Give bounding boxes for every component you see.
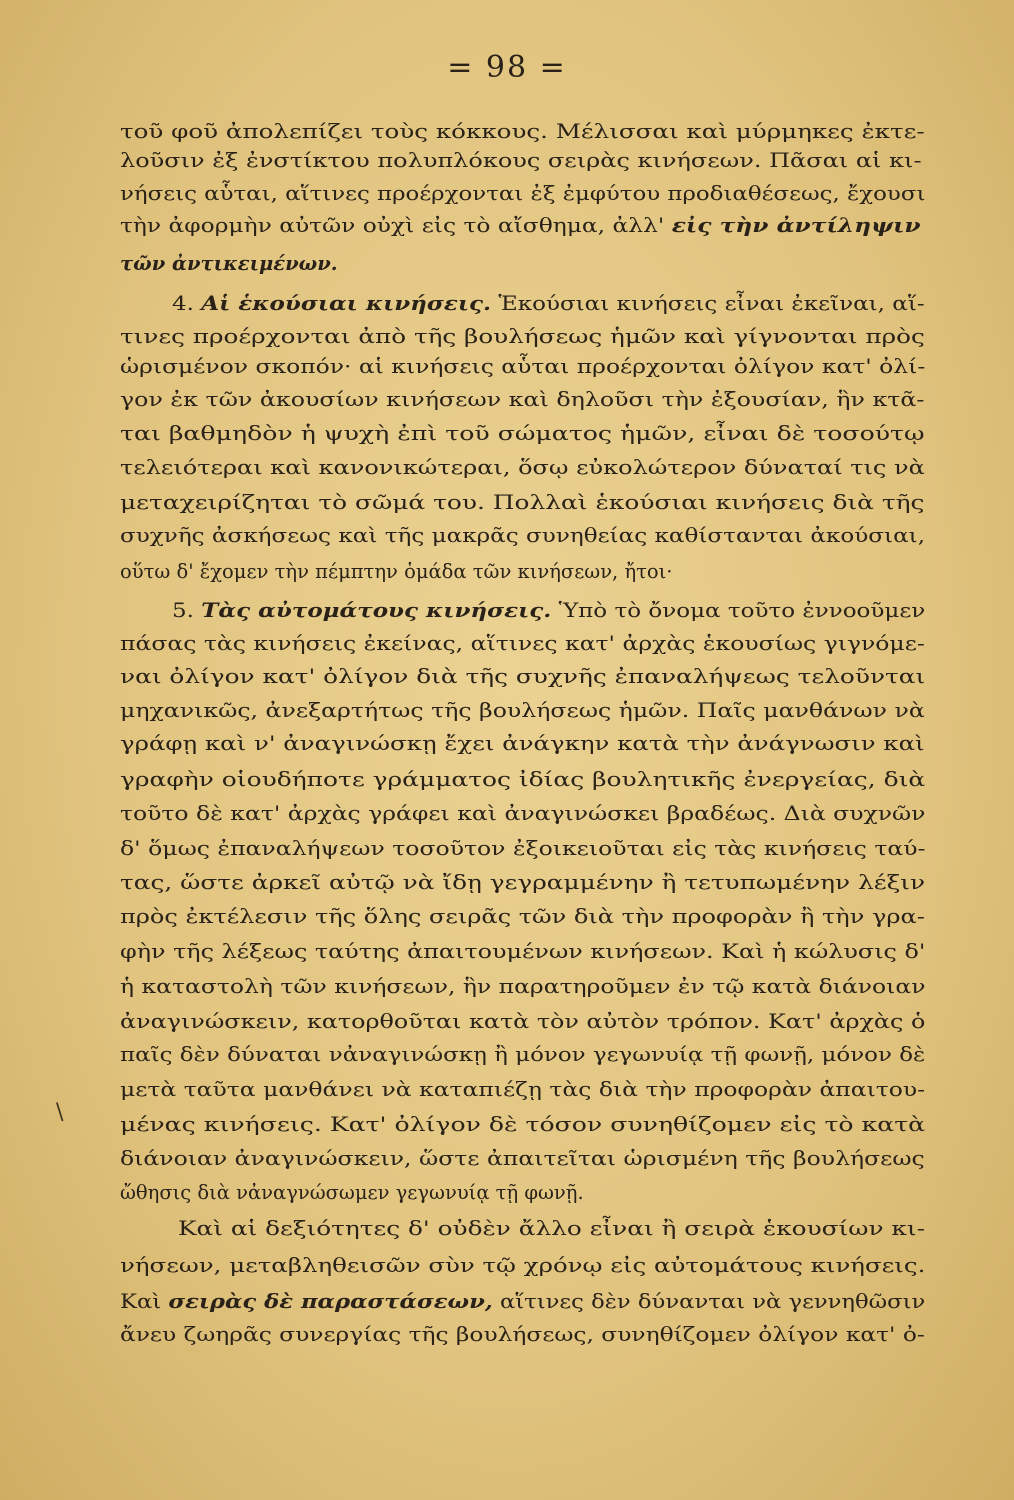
emphasis-text: εἰς τὴν ἀντίληψιν [671,214,921,237]
text-run: τας, ὥστε ἀρκεῖ αὐτῷ νὰ ἴδῃ γεγραμμένην ἢ τετυπωμένην λέξιν [120,871,926,894]
text-run: μηχανικῶς, ἀνεξαρτήτως τῆς βουλήσεως ἡμῶν. Παῖς μανθάνων νὰ [120,699,925,722]
text-run: γον ἐκ τῶν ἀκουσίων κινήσεων καὶ δηλοῦσι τὴν ἐξουσίαν, ἣν κτᾶ- [120,388,925,411]
text-line [120,250,338,278]
text-run: νήσεων, μεταβληθεισῶν σὺν τῷ χρόνῳ εἰς αὐτομάτους κινήσεις. [120,1254,926,1277]
emphasis-text: τῶν ἀντικειμένων. [120,252,338,275]
page-number: = 98 = [447,50,567,85]
text-line [120,1041,925,1069]
text-line [120,1008,925,1036]
text-run: ἄνευ ζωηρᾶς συνεργίας τῆς βουλήσεως, συνηθίζομεν ὀλίγον κατ' ὀ- [120,1323,925,1346]
text-run: ἡ καταστολὴ τῶν κινήσεων, ἣν παρατηροῦμεν ἐν τῷ κατὰ διάνοιαν [120,975,926,998]
text-line [120,630,925,658]
text-run: Καὶ [120,1290,169,1313]
text-line [120,835,926,863]
text-run: ὡρισμένον σκοπόν· αἱ κινήσεις αὗται προέρχονται ὀλίγον κατ' ὀλί- [120,355,926,378]
text-line [178,1215,925,1243]
text-line [120,973,925,1001]
text-run: οὕτω δ' ἔχομεν τὴν πέμπτην ὁμάδα τῶν κινήσεων, ἤτοι· [120,560,673,583]
text-line [120,454,925,482]
text-run: λοῦσιν ἐξ ἐνστίκτου πολυπλόκους σειρὰς κινήσεων. Πᾶσαι αἱ κι- [120,149,922,172]
text-line [120,903,925,931]
text-run: Ἑκούσιαι κινήσεις εἶναι ἐκεῖναι, αἵ- [491,292,925,315]
text-line [120,212,921,240]
text-run: ὤθησις διὰ νἀναγνώσωμεν γεγωνυίᾳ τῇ φωνῇ. [120,1181,584,1204]
text-run: νήσεις αὗται, αἵτινες προέρχονται ἐξ ἐμφύτου προδιαθέσεως, ἔχουσι [120,182,926,205]
text-line [120,353,925,381]
text-line [120,730,925,758]
text-line [120,118,925,146]
text-run: αἵτινες δὲν δύνανται νὰ γεννηθῶσιν [492,1290,926,1313]
text-line [172,290,925,318]
text-line [120,1288,925,1316]
text-run: συχνῆς ἀσκήσεως καὶ τῆς μακρᾶς συνηθείας καθίστανται ἀκούσιαι, [120,524,926,547]
text-run: διάνοιαν ἀναγινώσκειν, ὥστε ἀπαιτεῖται ὡρισμένη τῆς βουλήσεως [120,1147,925,1170]
emphasis-text: σειρὰς δὲ παραστάσεων, [168,1290,493,1313]
text-line [120,386,924,414]
text-run: 4. [172,292,202,315]
text-line [120,697,925,725]
text-run: τὴν ἀφορμὴν αὐτῶν οὐχὶ εἰς τὸ αἴσθημα, ἀλλ' [120,214,672,237]
emphasis-text: Τὰς αὐτομάτους κινήσεις. [201,599,552,622]
text-line [120,522,925,550]
text-run: ναι ὀλίγον κατ' ὀλίγον διὰ τῆς συχνῆς ἐπαναλήψεως τελοῦνται [120,665,926,688]
text-line [120,1111,925,1139]
text-line [120,489,925,517]
text-run: δ' ὅμως ἐπαναλήψεων τοσοῦτον ἐξοικειοῦται εἰς τὰς κινήσεις ταύ- [120,837,926,860]
text-run: τοῦ φοῦ ἀπολεπίζει τοὺς κόκκους. Μέλισσαι καὶ μύρμηκες ἐκτε- [120,120,925,143]
text-line [120,663,925,691]
text-line [120,1145,925,1173]
emphasis-text: Αἱ ἑκούσιαι κινήσεις. [201,292,492,315]
text-line [120,766,925,794]
text-run: Ὑπὸ τὸ ὄνομα τοῦτο ἐννοοῦμεν [551,599,926,622]
text-run: Καὶ αἱ δεξιότητες δ' οὐδὲν ἄλλο εἶναι ἢ σειρὰ ἑκουσίων κι- [178,1217,925,1240]
text-run: μένας κινήσεις. Κατ' ὀλίγον δὲ τόσον συνηθίζομεν εἰς τὸ κατὰ [120,1113,926,1136]
text-line [120,1076,925,1104]
text-run: γράφῃ καὶ ν' ἀναγινώσκῃ ἔχει ἀνάγκην κατὰ τὴν ἀνάγνωσιν καὶ [120,732,925,755]
text-run: πρὸς ἐκτέλεσιν τῆς ὅλης σειρᾶς τῶν διὰ τὴν προφορὰν ἢ τὴν γρα- [120,905,925,928]
text-line [120,800,925,828]
text-run: ἀναγινώσκειν, κατορθοῦται κατὰ τὸν αὐτὸν τρόπον. Κατ' ἀρχὰς ὁ [120,1010,926,1033]
text-line [172,597,925,625]
text-run: παῖς δὲν δύναται νἀναγινώσκῃ ἢ μόνον γεγωνυίᾳ τῇ φωνῇ, μόνον δὲ [120,1043,926,1066]
text-line [120,323,925,351]
text-line [120,1321,925,1349]
text-run: μετὰ ταῦτα μανθάνει νὰ καταπιέζῃ τὰς διὰ τὴν προφορὰν ἀπαιτου- [120,1078,926,1101]
text-line [120,1252,925,1280]
text-line [120,1179,584,1207]
text-run: τινες προέρχονται ἀπὸ τῆς βουλήσεως ἡμῶν καὶ γίγνονται πρὸς [120,325,925,348]
text-run: φὴν τῆς λέξεως ταύτης ἀπαιτουμένων κινήσεων. Καὶ ἡ κώλυσις δ' [120,940,926,963]
text-line [120,147,922,175]
text-run: πάσας τὰς κινήσεις ἐκείνας, αἵτινες κατ' ἀρχὰς ἑκουσίως γιγνόμε- [120,632,925,655]
text-run: ται βαθμηδὸν ἡ ψυχὴ ἐπὶ τοῦ σώματος ἡμῶν, εἶναι δὲ τοσούτῳ [120,422,925,445]
text-run: τοῦτο δὲ κατ' ἀρχὰς γράφει καὶ ἀναγινώσκει βραδέως. Διὰ συχνῶν [120,802,926,825]
text-run: 5. [172,599,202,622]
text-line [120,558,673,586]
text-run: μεταχειρίζηται τὸ σῶμά του. Πολλαὶ ἑκούσιαι κινήσεις διὰ τῆς [120,491,925,514]
text-line [120,420,925,448]
margin-mark: \ [56,1100,64,1125]
text-line [120,938,925,966]
text-line [120,869,925,897]
text-run: γραφὴν οἱουδήποτε γράμματος ἰδίας βουλητικῆς ἐνεργείας, διὰ [120,768,926,791]
text-run: τελειότεραι καὶ κανονικώτεραι, ὅσῳ εὐκολώτερον δύναταί τις νὰ [120,456,925,479]
text-line [120,180,925,208]
